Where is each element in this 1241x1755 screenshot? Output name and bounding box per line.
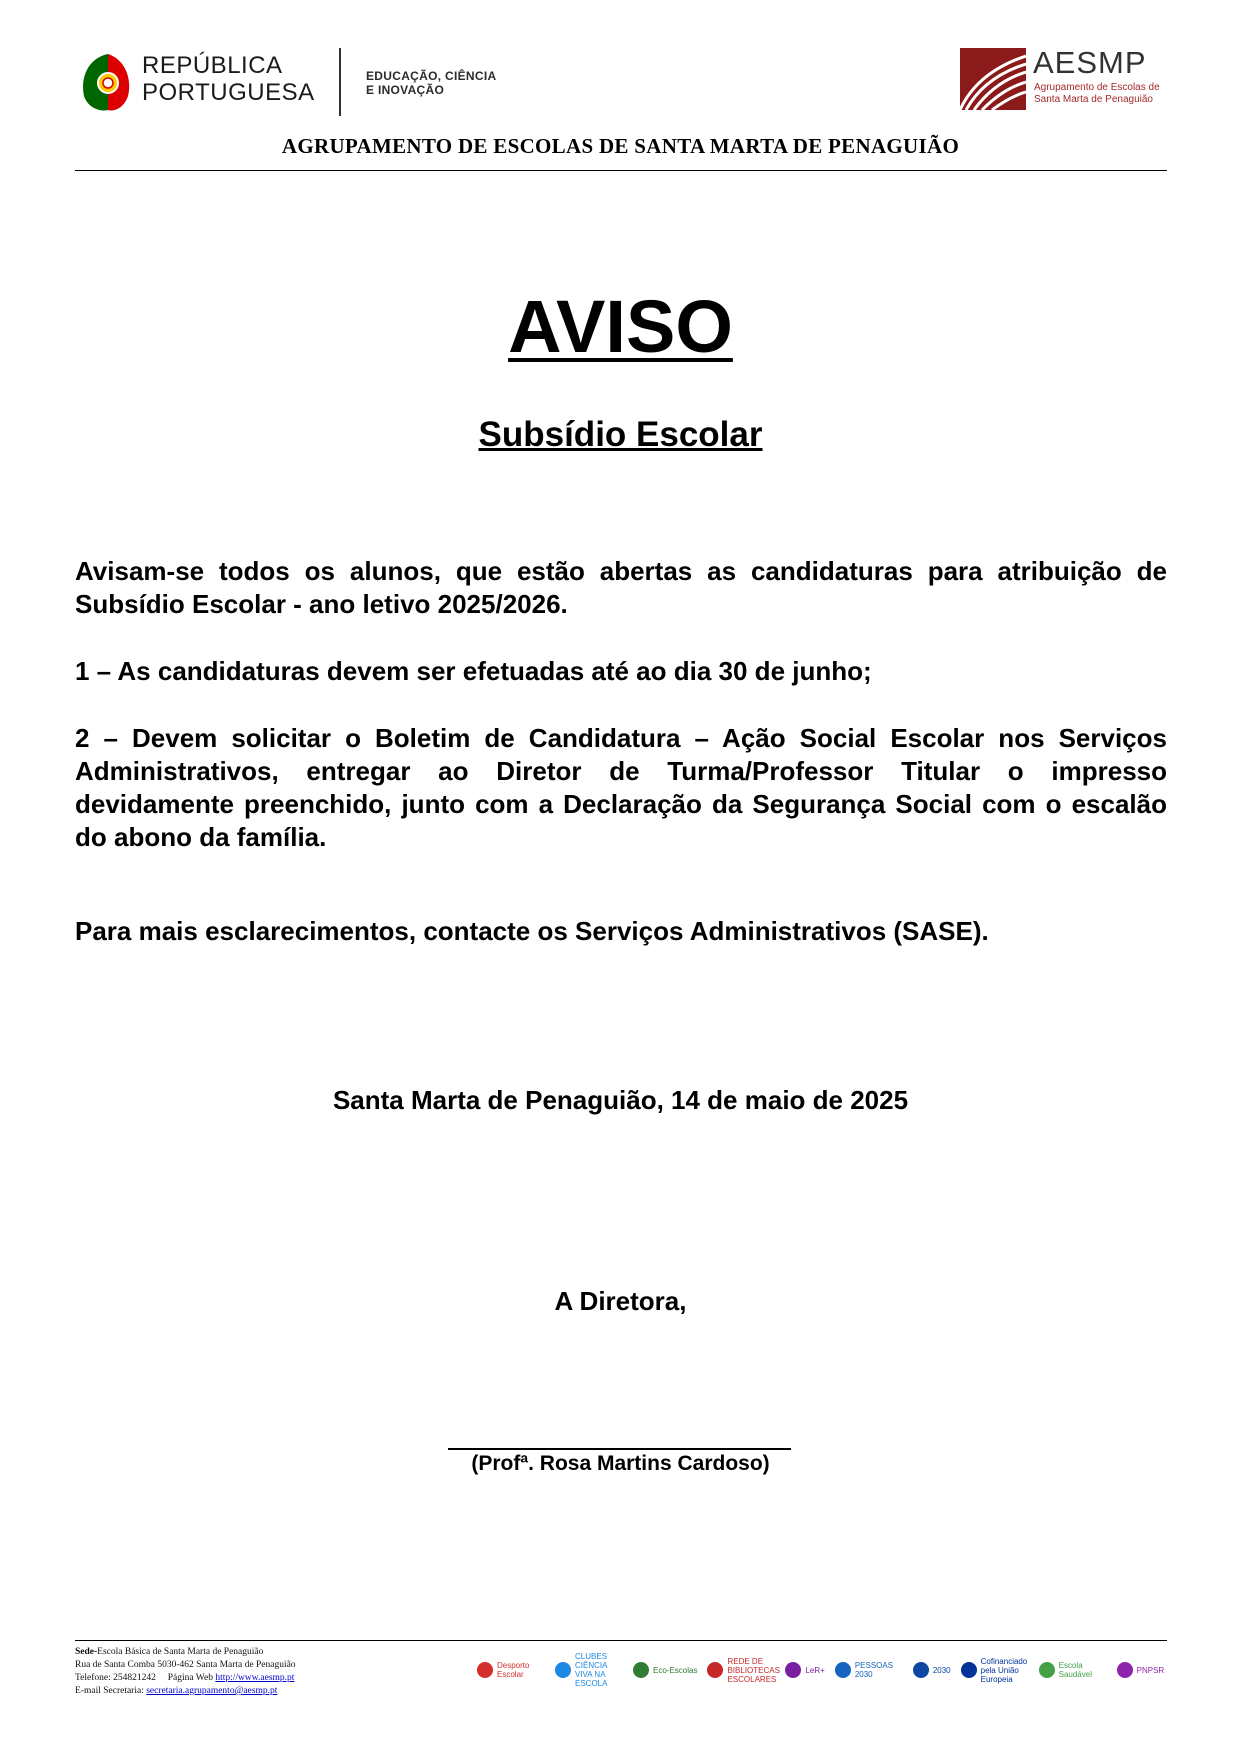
footer-email-label: E-mail Secretaria: xyxy=(75,1686,144,1696)
aesmp-logo-icon xyxy=(960,48,1026,110)
eco-escolas-logo xyxy=(632,1661,697,1679)
ler-mais-icon xyxy=(784,1661,802,1679)
notice-subtitle: Subsídio Escolar xyxy=(478,415,763,454)
footer-email-link[interactable]: secretaria.agrupamento@aesmp.pt xyxy=(146,1686,278,1696)
signer-role: A Diretora, xyxy=(554,1286,687,1316)
intro-paragraph: Avisam-se todos os alunos, que estão abertas as candidaturas para atribuição de Subsídio Escolar - ano letivo 2025/2026. xyxy=(75,556,1167,619)
clubes-ciencia-viva-logo xyxy=(554,1652,623,1688)
header-rule xyxy=(75,170,1167,171)
government-line1: REPÚBLICA xyxy=(142,52,283,79)
footer-rule xyxy=(75,1640,1167,1641)
notice-title: AVISO xyxy=(508,285,733,368)
footer-line4 xyxy=(75,1685,296,1698)
ministry-name xyxy=(366,69,496,97)
pnpsr-icon xyxy=(1116,1661,1134,1679)
aesmp-sub-line1: Agrupamento de Escolas de xyxy=(1034,82,1160,93)
footer-web-link[interactable]: http://www.aesmp.pt xyxy=(215,1673,295,1683)
escola-saudavel-logo xyxy=(1038,1661,1107,1679)
footer-line2: Rua de Santa Comba 5030-462 Santa Marta de Penaguião xyxy=(75,1660,296,1670)
portugal-2030-icon xyxy=(912,1661,930,1679)
pnpsr-label: PNPSR xyxy=(1136,1665,1165,1675)
footer-line1-value: Escola Básica de Santa Marta de Penaguião xyxy=(97,1647,264,1657)
ministry-line1: EDUCAÇÃO, CIÊNCIA xyxy=(366,69,497,83)
escola-saudavel-label: Escola Saudável xyxy=(1058,1661,1092,1679)
pessoas-2030-logo xyxy=(834,1661,903,1679)
republica-portuguesa-emblem-icon xyxy=(78,50,134,114)
uniao-europeia-logo xyxy=(960,1657,1029,1684)
rede-bibliotecas-icon xyxy=(706,1661,724,1679)
uniao-europeia-icon xyxy=(960,1661,978,1679)
header-divider xyxy=(339,48,341,116)
item-1-paragraph: 1 – As candidaturas devem ser efetuadas até ao dia 30 de junho; xyxy=(75,656,872,686)
government-line2: PORTUGUESA xyxy=(142,79,315,106)
footer-web-label: Página Web xyxy=(167,1673,213,1683)
ler-mais-logo xyxy=(784,1661,824,1679)
eco-escolas-label: Eco-Escolas xyxy=(653,1665,698,1675)
portugal-2030-logo xyxy=(912,1661,951,1679)
footer-phone: Telefone: 254821242 xyxy=(75,1673,156,1683)
desporto-escolar-logo xyxy=(476,1661,545,1679)
clubes-ciencia-viva-icon xyxy=(554,1661,572,1679)
portugal-2030-label: 2030 xyxy=(932,1665,951,1675)
escola-saudavel-icon xyxy=(1038,1661,1056,1679)
place-date: Santa Marta de Penaguião, 14 de maio de 2025 xyxy=(332,1085,909,1115)
partner-logos xyxy=(476,1650,1164,1690)
uniao-europeia-label: Cofinanciado pela União Europeia xyxy=(980,1656,1028,1684)
government-brand xyxy=(142,52,315,106)
signer-name: (Profª. Rosa Martins Cardoso) xyxy=(471,1452,770,1475)
pnpsr-logo xyxy=(1116,1661,1165,1679)
footer-line3 xyxy=(75,1672,296,1685)
footer-line1-label: Sede- xyxy=(75,1647,98,1657)
signature-line xyxy=(448,1448,791,1450)
pessoas-2030-label: PESSOAS 2030 xyxy=(854,1661,894,1679)
ler-mais-label: LeR+ xyxy=(805,1665,825,1675)
aesmp-sub-line2: Santa Marta de Penaguião xyxy=(1034,94,1153,105)
ministry-line2: E INOVAÇÃO xyxy=(366,83,445,97)
aesmp-logo-text: AESMP xyxy=(1033,45,1147,80)
item-2-paragraph: 2 – Devem solicitar o Boletim de Candidatura – Ação Social Escolar nos Serviços Administrativos, entregar ao Diretor de Turma/Professor Titular o impresso devidamente preenchido, junto com a Declaração da Segurança Social com o escalão do abono da família. xyxy=(75,723,1167,852)
school-name: AGRUPAMENTO DE ESCOLAS DE SANTA MARTA DE PENAGUIÃO xyxy=(281,134,960,158)
aesmp-logo-subtitle xyxy=(1034,82,1160,106)
clubes-ciencia-viva-label: CLUBES CIÊNCIA VIVA NA ESCOLA xyxy=(575,1652,608,1688)
footer-line1 xyxy=(75,1646,296,1659)
footer-contact xyxy=(75,1646,296,1698)
contact-paragraph: Para mais esclarecimentos, contacte os Serviços Administrativos (SASE). xyxy=(75,916,989,946)
rede-bibliotecas-label: REDE DE BIBLIOTECAS ESCOLARES xyxy=(727,1656,780,1684)
rede-bibliotecas-logo xyxy=(706,1656,780,1684)
eco-escolas-icon xyxy=(632,1661,650,1679)
desporto-escolar-icon xyxy=(476,1661,494,1679)
desporto-escolar-label: Desporto Escolar xyxy=(497,1661,530,1679)
pessoas-2030-icon xyxy=(834,1661,852,1679)
